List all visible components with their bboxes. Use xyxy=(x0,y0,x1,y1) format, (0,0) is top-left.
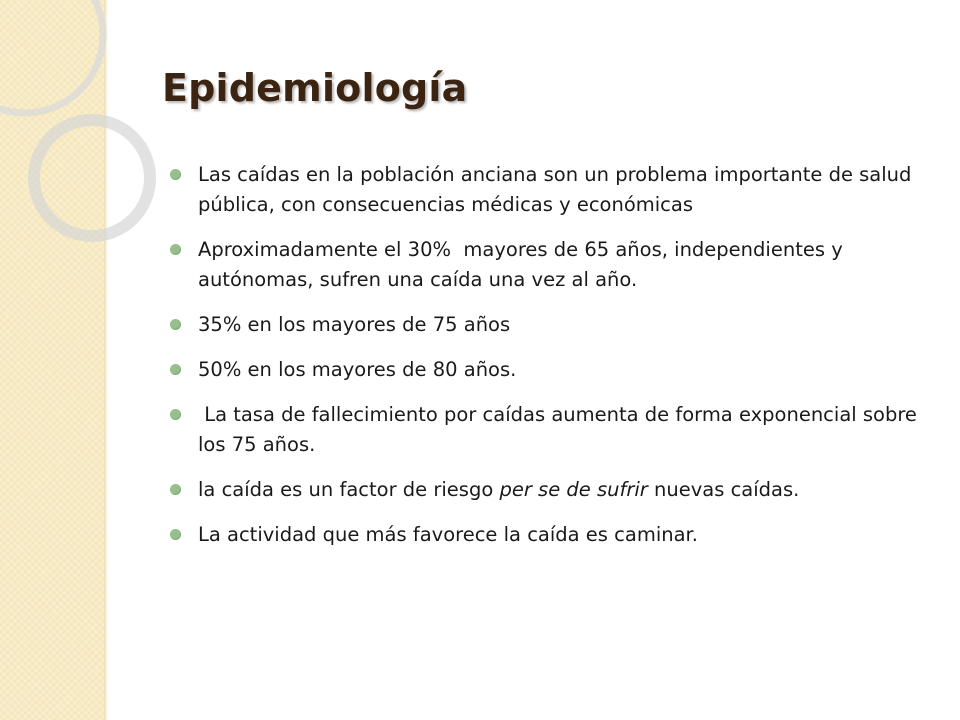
bullet-item xyxy=(168,400,924,460)
bullet-text: la caída es un factor de riesgo xyxy=(198,478,500,501)
bullet-text: nuevas caídas. xyxy=(647,478,800,501)
bullet-dot-icon xyxy=(170,364,181,375)
bullet-text-italic: per se de sufrir xyxy=(499,478,648,501)
bullet-item xyxy=(168,160,924,220)
slide-title: Epidemiología xyxy=(162,66,468,110)
bullet-list xyxy=(168,160,924,550)
bullet-text: Aproximadamente el 30% mayores de 65 años, independientes y autónomas, sufren una caída una vez al año. xyxy=(198,238,849,291)
bullet-item xyxy=(168,520,924,550)
bullet-text: Las caídas en la población anciana son un problema importante de salud pública, con consecuencias médicas y económicas xyxy=(198,163,918,216)
bullet-text: La tasa de fallecimiento por caídas aumenta de forma exponencial sobre los 75 años. xyxy=(198,403,924,456)
bullet-dot-icon xyxy=(170,484,181,495)
bullet-dot-icon xyxy=(170,409,181,420)
bullet-item xyxy=(168,235,924,295)
bullet-text: 50% en los mayores de 80 años. xyxy=(198,358,517,381)
decorative-side-strip xyxy=(0,0,104,720)
bullet-dot-icon xyxy=(170,244,181,255)
bullet-item xyxy=(168,475,924,505)
bullet-dot-icon xyxy=(170,319,181,330)
bullet-dot-icon xyxy=(170,169,181,180)
bullet-item xyxy=(168,310,924,340)
bullet-item xyxy=(168,355,924,385)
bullet-text: 35% en los mayores de 75 años xyxy=(198,313,511,336)
bullet-text: La actividad que más favorece la caída es caminar. xyxy=(198,523,698,546)
bullet-dot-icon xyxy=(170,529,181,540)
side-strip-edge xyxy=(104,0,108,720)
